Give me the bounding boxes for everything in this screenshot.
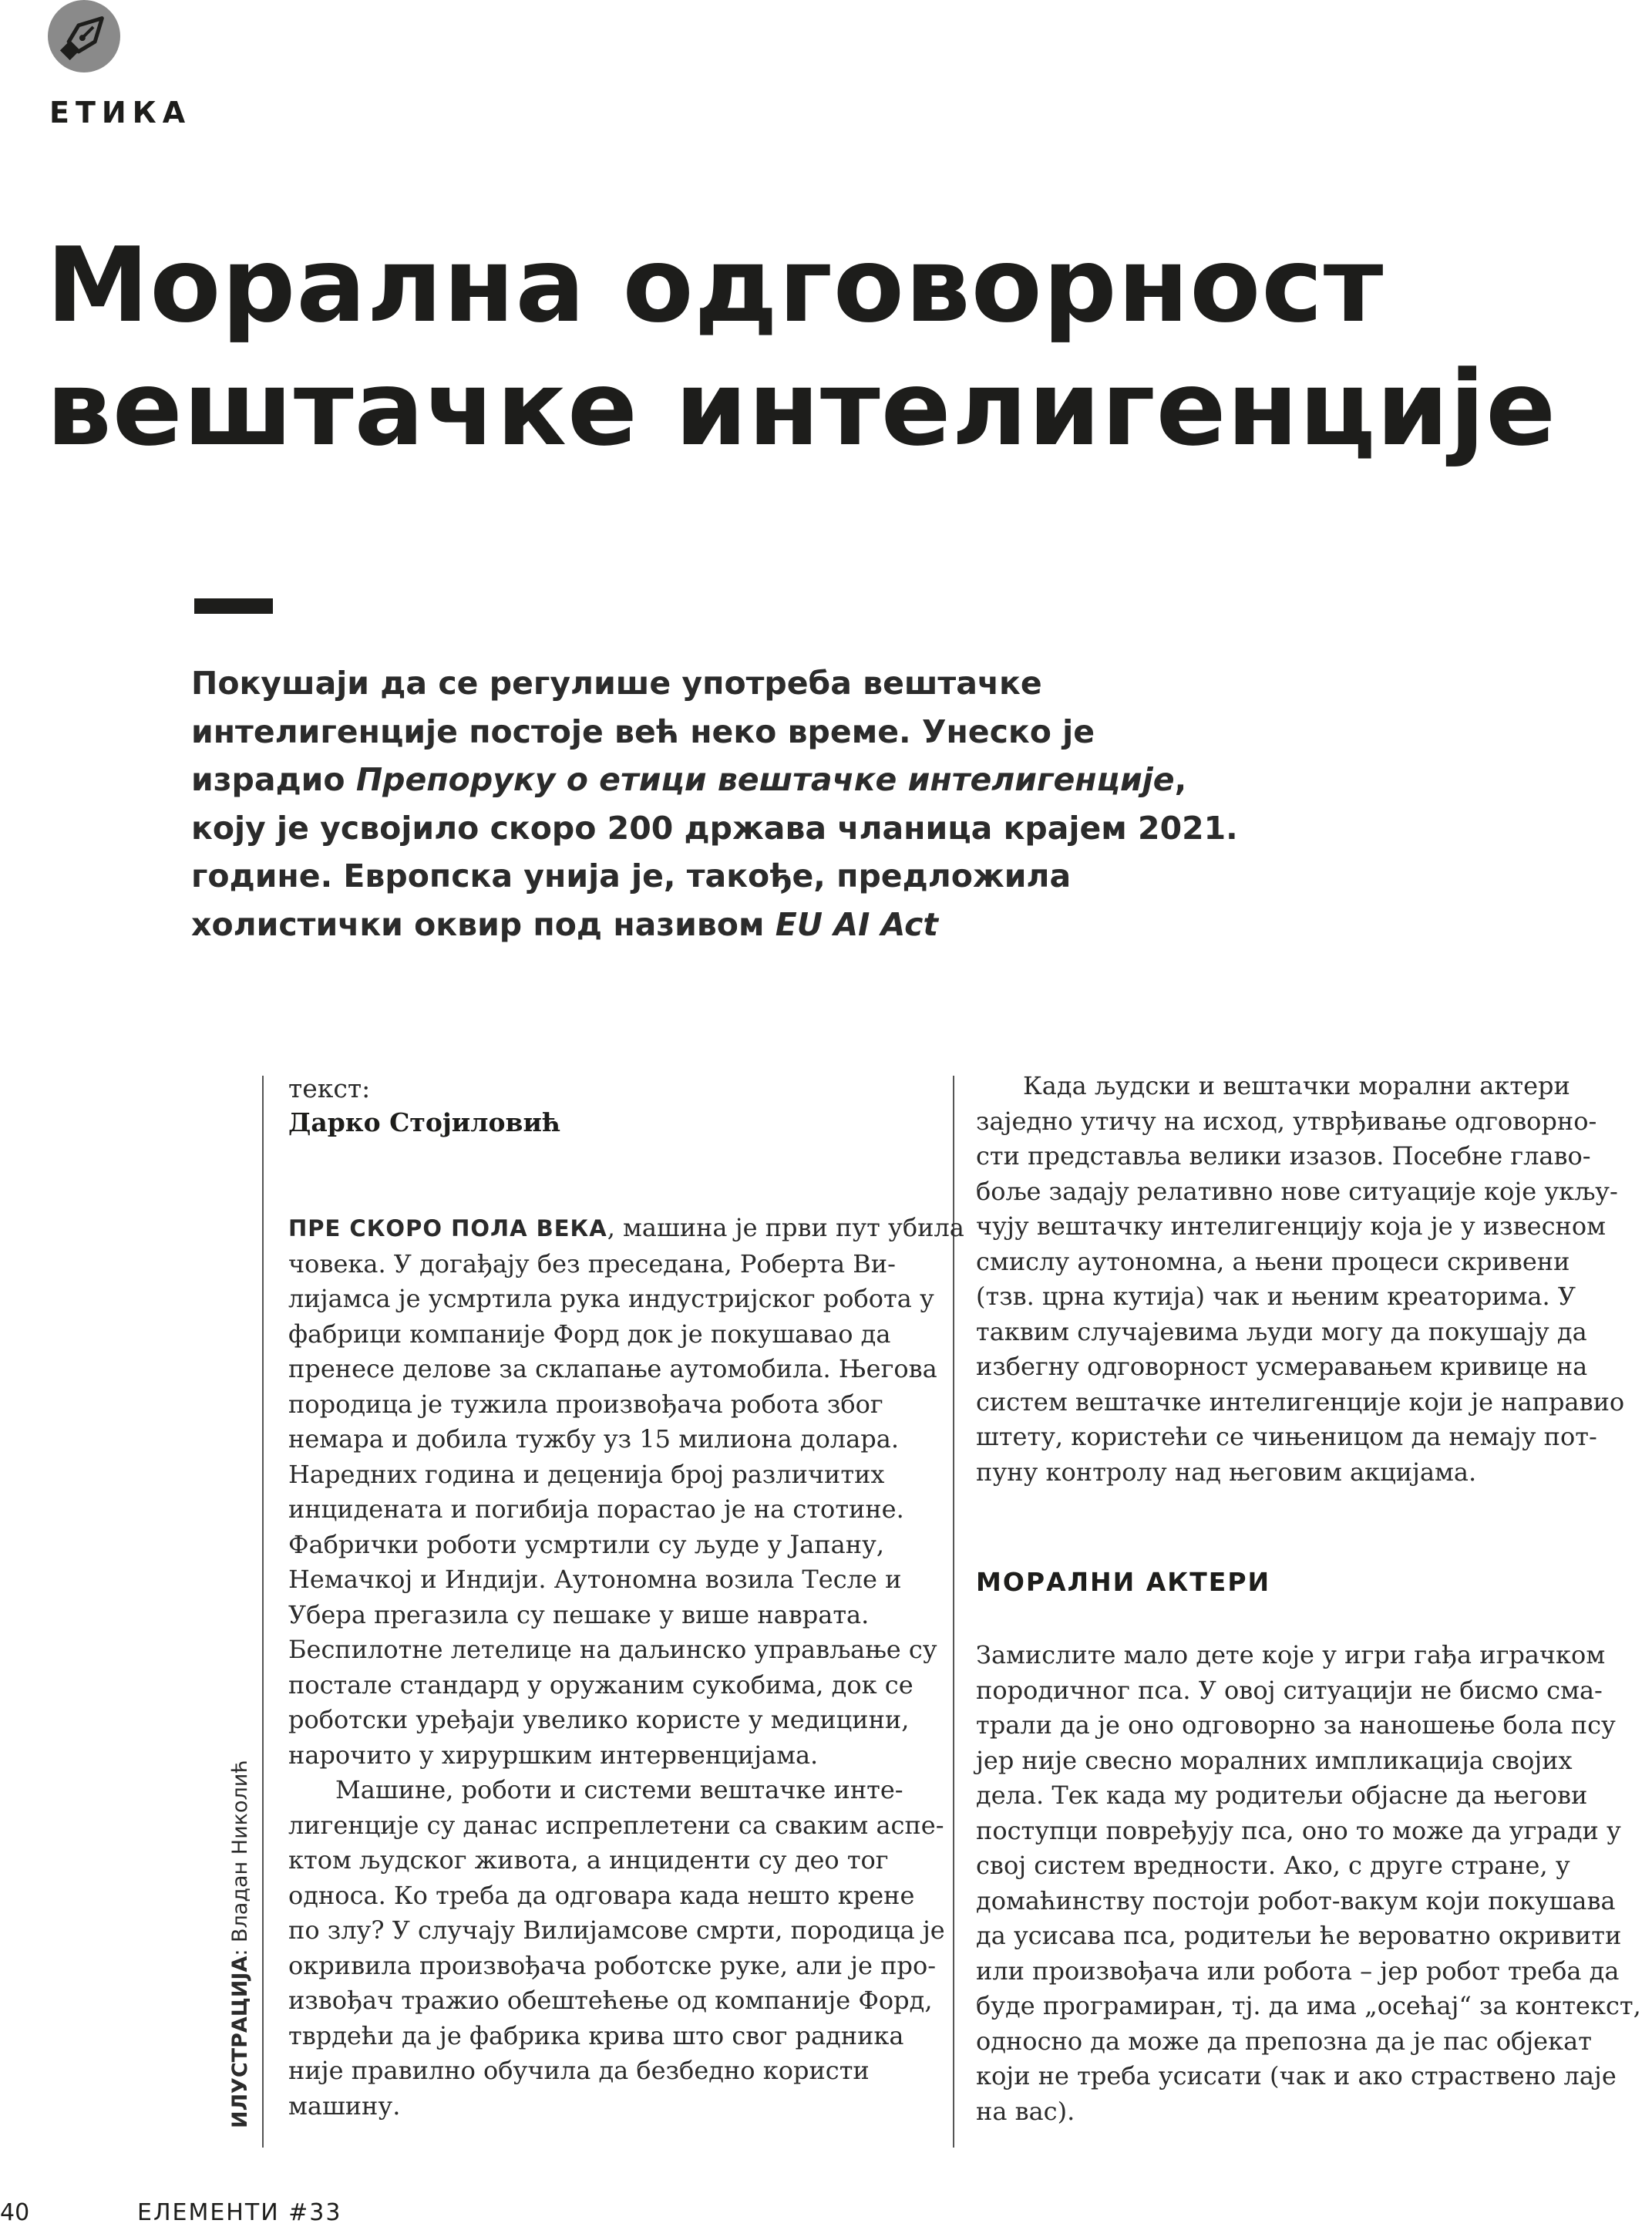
title-line: Морална одговорност <box>46 225 1385 345</box>
body-line: инцидената и погибија порастао је на стотине. <box>288 1494 904 1524</box>
credit-name: : Владан Николић <box>228 1760 252 1956</box>
body-line: извођач тражио обештећење од компаније Форд, <box>288 1986 933 2015</box>
body-line: роботски уређаји увелико користе у медицини, <box>288 1705 910 1734</box>
body-line: Немачкој и Индији. Аутономна возила Тесле и <box>288 1565 902 1594</box>
lead-line <box>191 756 1517 804</box>
body-line: окривила произвођача роботске руке, али је про- <box>288 1950 937 1980</box>
body-line: нарочито у хируршким интервенцијама. <box>288 1740 819 1770</box>
body-line: сти представља велики изазов. Посебне главо- <box>976 1141 1591 1171</box>
lead-emphasis: EU AI Act <box>775 905 938 943</box>
body-line <box>288 1211 964 1247</box>
body-column-right-bottom <box>976 1638 1641 2129</box>
body-line: човека. У догађају без преседана, Роберта Ви- <box>288 1248 896 1279</box>
lead-emphasis: Препоруку о етици вештачке интелигенције <box>355 761 1175 798</box>
body-line: лигенције су данас испреплетени са сваким аспе- <box>288 1810 944 1840</box>
illustration-credit <box>228 1760 252 2128</box>
body-line: штету, користећи се чињеницом да немају пот- <box>976 1422 1597 1451</box>
body-column-right-top <box>976 1069 1624 1490</box>
article-title <box>46 224 1588 470</box>
lead-line <box>191 901 1517 949</box>
body-line: Машине, роботи и системи вештачке инте- <box>288 1775 903 1804</box>
byline-author: Дарко Стојиловић <box>288 1107 560 1137</box>
body-line: по злу? У случају Вилијамсове смрти, породица је <box>288 1915 945 1945</box>
section-label: ЕТИКА <box>49 96 192 130</box>
body-line: Када људски и вештачки морални актери <box>976 1071 1570 1100</box>
lead-paragraph <box>191 659 1517 948</box>
lead-line: године. Европска унија је, такође, предложила <box>191 857 1072 894</box>
body-line: дела. Тек када му родитељи објасне да његови <box>976 1781 1588 1810</box>
body-line: Беспилотне летелице на даљинско управљање су <box>288 1635 937 1664</box>
magazine-name: ЕЛЕМЕНТИ #33 <box>137 2199 342 2226</box>
body-line: јер није свесно моралних импликација својих <box>976 1745 1573 1775</box>
lead-rule <box>194 598 273 614</box>
body-line: Наредних година и деценија број различитих <box>288 1459 885 1489</box>
body-line: пуну контролу над његовим акцијама. <box>976 1457 1477 1487</box>
body-line: (тзв. црна кутија) чак и њеним креаторима. У <box>976 1282 1576 1311</box>
body-line: Убера прегазила су пешаке у више наврата. <box>288 1599 870 1629</box>
body-line: породичног пса. У овој ситуацији не бисмо сма- <box>976 1675 1603 1705</box>
body-line: Замислите мало дете које у игри гађа играчком <box>976 1640 1606 1669</box>
body-line: домаћинству постоји робот-вакум који покушава <box>976 1885 1616 1915</box>
body-line: није правилно обучила да безбедно користи <box>288 2056 870 2085</box>
credit-label: ИЛУСТРАЦИЈА <box>228 1956 252 2128</box>
body-line: смислу аутономна, а њени процеси скривени <box>976 1246 1570 1276</box>
lead-text: , <box>1174 761 1187 798</box>
body-line: тврдећи да је фабрика крива што свог радника <box>288 2020 904 2050</box>
body-line: свој систем вредности. Ако, с друге стране, у <box>976 1851 1570 1880</box>
body-line: немара и добила тужбу уз 15 милиона долара. <box>288 1424 900 1454</box>
body-line: на вас). <box>976 2096 1075 2126</box>
page-number: 40 <box>0 2199 30 2226</box>
lead-line: интелигенције постоје већ неко време. Унеско је <box>191 713 1095 750</box>
body-line: који не треба усисати (чак и ако страствено лаје <box>976 2061 1617 2090</box>
body-line: трали да је оно одговорно за наношење бола псу <box>976 1710 1616 1740</box>
body-line: или произвођача или робота – јер робот треба да <box>976 1956 1620 1986</box>
body-line: машину. <box>288 2090 401 2121</box>
body-line: фабрици компаније Форд док је покушавао да <box>288 1319 891 1349</box>
body-line: лијамса је усмртила рука индустријског робота у <box>288 1284 934 1313</box>
body-line: заједно утичу на исход, утврђивање одговорно- <box>976 1106 1597 1136</box>
body-line: ктом људског живота, а инциденти су део тог <box>288 1845 889 1875</box>
body-line: постале стандард у оружаним сукобима, док се <box>288 1669 913 1700</box>
section-subheading: МОРАЛНИ АКТЕРИ <box>976 1567 1271 1597</box>
body-line: таквим случајевима људи могу да покушају да <box>976 1316 1587 1346</box>
body-line: боље задају релативно нове ситуације које укљу- <box>976 1176 1618 1206</box>
body-line: избегну одговорност усмеравањем кривице на <box>976 1352 1588 1381</box>
lead-in: ПРЕ СКОРО ПОЛА ВЕКА <box>288 1215 607 1241</box>
body-column-left <box>288 1211 964 2124</box>
body-line: буде програмиран, тј. да има „осећај“ за контекст, <box>976 1991 1641 2020</box>
body-line: породица је тужила произвођача робота због <box>288 1389 883 1419</box>
lead-line: Покушаји да се регулише употреба вештачке <box>191 665 1042 702</box>
title-line: вештачке интелигенције <box>46 349 1557 469</box>
byline-label: текст: <box>288 1073 371 1103</box>
lead-text: холистички оквир под називом <box>191 905 776 943</box>
body-line: односно да може да препозна да је пас објекат <box>976 2026 1592 2056</box>
lead-text: израдио <box>191 761 356 798</box>
lead-line: коју је усвојило скоро 200 држава чланица крајем 2021. <box>191 809 1238 847</box>
body-line: да усисава пса, родитељи ће вероватно окривити <box>976 1921 1622 1950</box>
column-rule <box>262 1076 264 2148</box>
body-line: пренесе делове за склапање аутомобила. Његова <box>288 1354 937 1383</box>
body-text: , машина је први пут убила <box>607 1213 964 1242</box>
body-line: чују вештачку интелигенцију која је у извесном <box>976 1211 1606 1241</box>
body-line: Фабрички роботи усмртили су људе у Јапану, <box>288 1529 885 1559</box>
fountain-pen-icon <box>48 0 120 72</box>
body-line: систем вештачке интелигенције који је направио <box>976 1386 1625 1417</box>
body-line: поступци повређују пса, оно то може да угради у <box>976 1815 1621 1845</box>
body-line: односа. Ко треба да одговара када нешто крене <box>288 1880 915 1910</box>
